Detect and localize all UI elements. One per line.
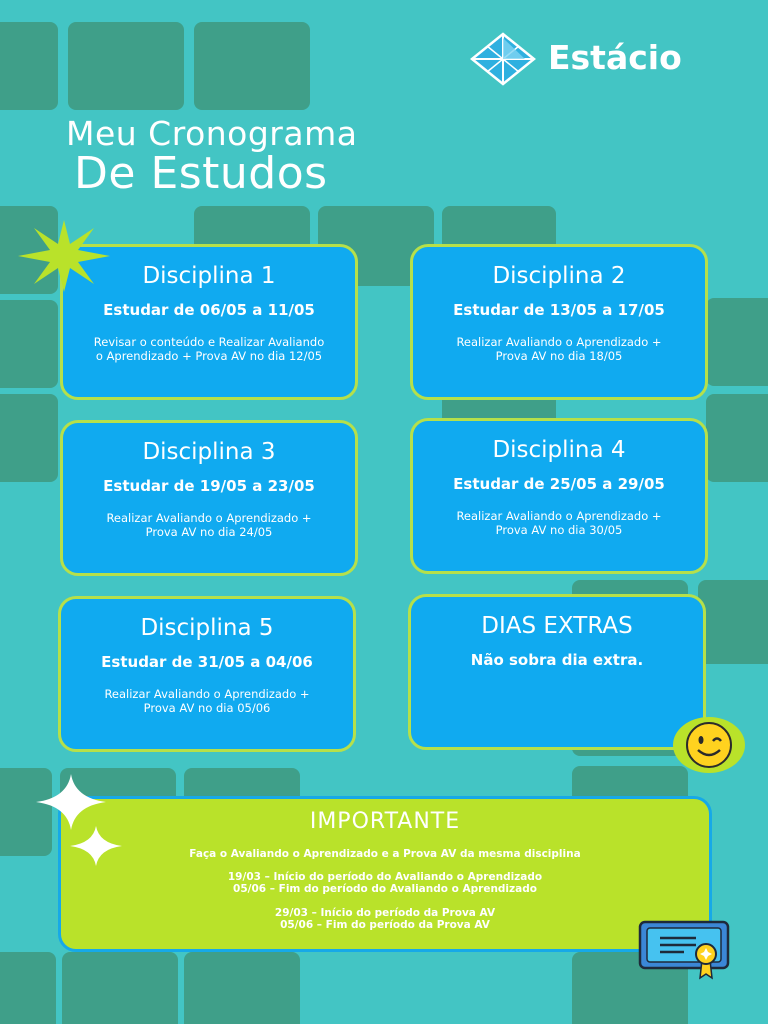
brand-name: Estácio: [548, 38, 682, 77]
page-title-line-1: Meu Cronograma: [66, 114, 358, 153]
card-dias-extras: [408, 594, 706, 750]
card-title: DIAS EXTRAS: [481, 613, 633, 639]
bg-tile: [0, 22, 58, 110]
card-period: Estudar de 06/05 a 11/05: [103, 301, 315, 319]
card-description: Realizar Avaliando o Aprendizado + Prova AV no dia 24/05: [106, 511, 312, 539]
important-line: 05/06 – Fim do período do Avaliando o Aprendizado: [233, 883, 537, 895]
card-title: Disciplina 2: [492, 263, 626, 289]
sparkle-icon: [70, 826, 122, 866]
important-line: Faça o Avaliando o Aprendizado e a Prova AV da mesma disciplina: [189, 848, 581, 860]
card-disciplina-4: [410, 418, 708, 574]
card-period: Estudar de 13/05 a 17/05: [453, 301, 665, 319]
bg-tile: [0, 952, 56, 1024]
important-title: IMPORTANTE: [309, 809, 461, 834]
important-line: 19/03 – Início do período do Avaliando o Aprendizado: [227, 871, 543, 883]
card-period: Estudar de 19/05 a 23/05: [103, 477, 315, 495]
starburst-icon: [18, 220, 110, 292]
bg-tile: [698, 580, 768, 664]
card-description: Revisar o conteúdo e Realizar Avaliando o Aprendizado + Prova AV no dia 12/05: [93, 335, 325, 363]
bg-tile: [62, 952, 178, 1024]
card-title: Disciplina 4: [492, 437, 626, 463]
bg-tile: [706, 298, 768, 386]
brand-logo: [470, 32, 726, 86]
card-description: Realizar Avaliando o Aprendizado + Prova AV no dia 18/05: [456, 335, 662, 363]
card-period: Estudar de 25/05 a 29/05: [453, 475, 665, 493]
card-period: Estudar de 31/05 a 04/06: [101, 653, 313, 671]
bg-tile: [194, 22, 310, 110]
bg-tile: [68, 22, 184, 110]
logo-mark-icon: [470, 32, 536, 86]
bg-tile: [0, 394, 58, 482]
card-description: Realizar Avaliando o Aprendizado + Prova AV no dia 05/06: [104, 687, 310, 715]
card-description: Realizar Avaliando o Aprendizado + Prova AV no dia 30/05: [456, 509, 662, 537]
card-title: Disciplina 5: [140, 615, 274, 641]
important-line: 05/06 – Fim do período da Prova AV: [280, 919, 490, 931]
card-disciplina-3: [60, 420, 358, 576]
sparkle-icon: [36, 774, 106, 830]
important-line: 29/03 – Início do período da Prova AV: [274, 907, 496, 919]
card-disciplina-2: [410, 244, 708, 400]
wink-emoji-icon: [672, 716, 746, 774]
bg-tile: [706, 394, 768, 482]
bg-tile: [184, 952, 300, 1024]
card-title: Disciplina 1: [142, 263, 276, 289]
card-disciplina-5: [58, 596, 356, 752]
bg-tile: [0, 300, 58, 388]
card-title: Disciplina 3: [142, 439, 276, 465]
page-title-line-2: De Estudos: [74, 148, 328, 199]
card-period: Não sobra dia extra.: [470, 651, 644, 669]
certificate-icon: [638, 920, 730, 980]
important-box: [58, 796, 712, 952]
